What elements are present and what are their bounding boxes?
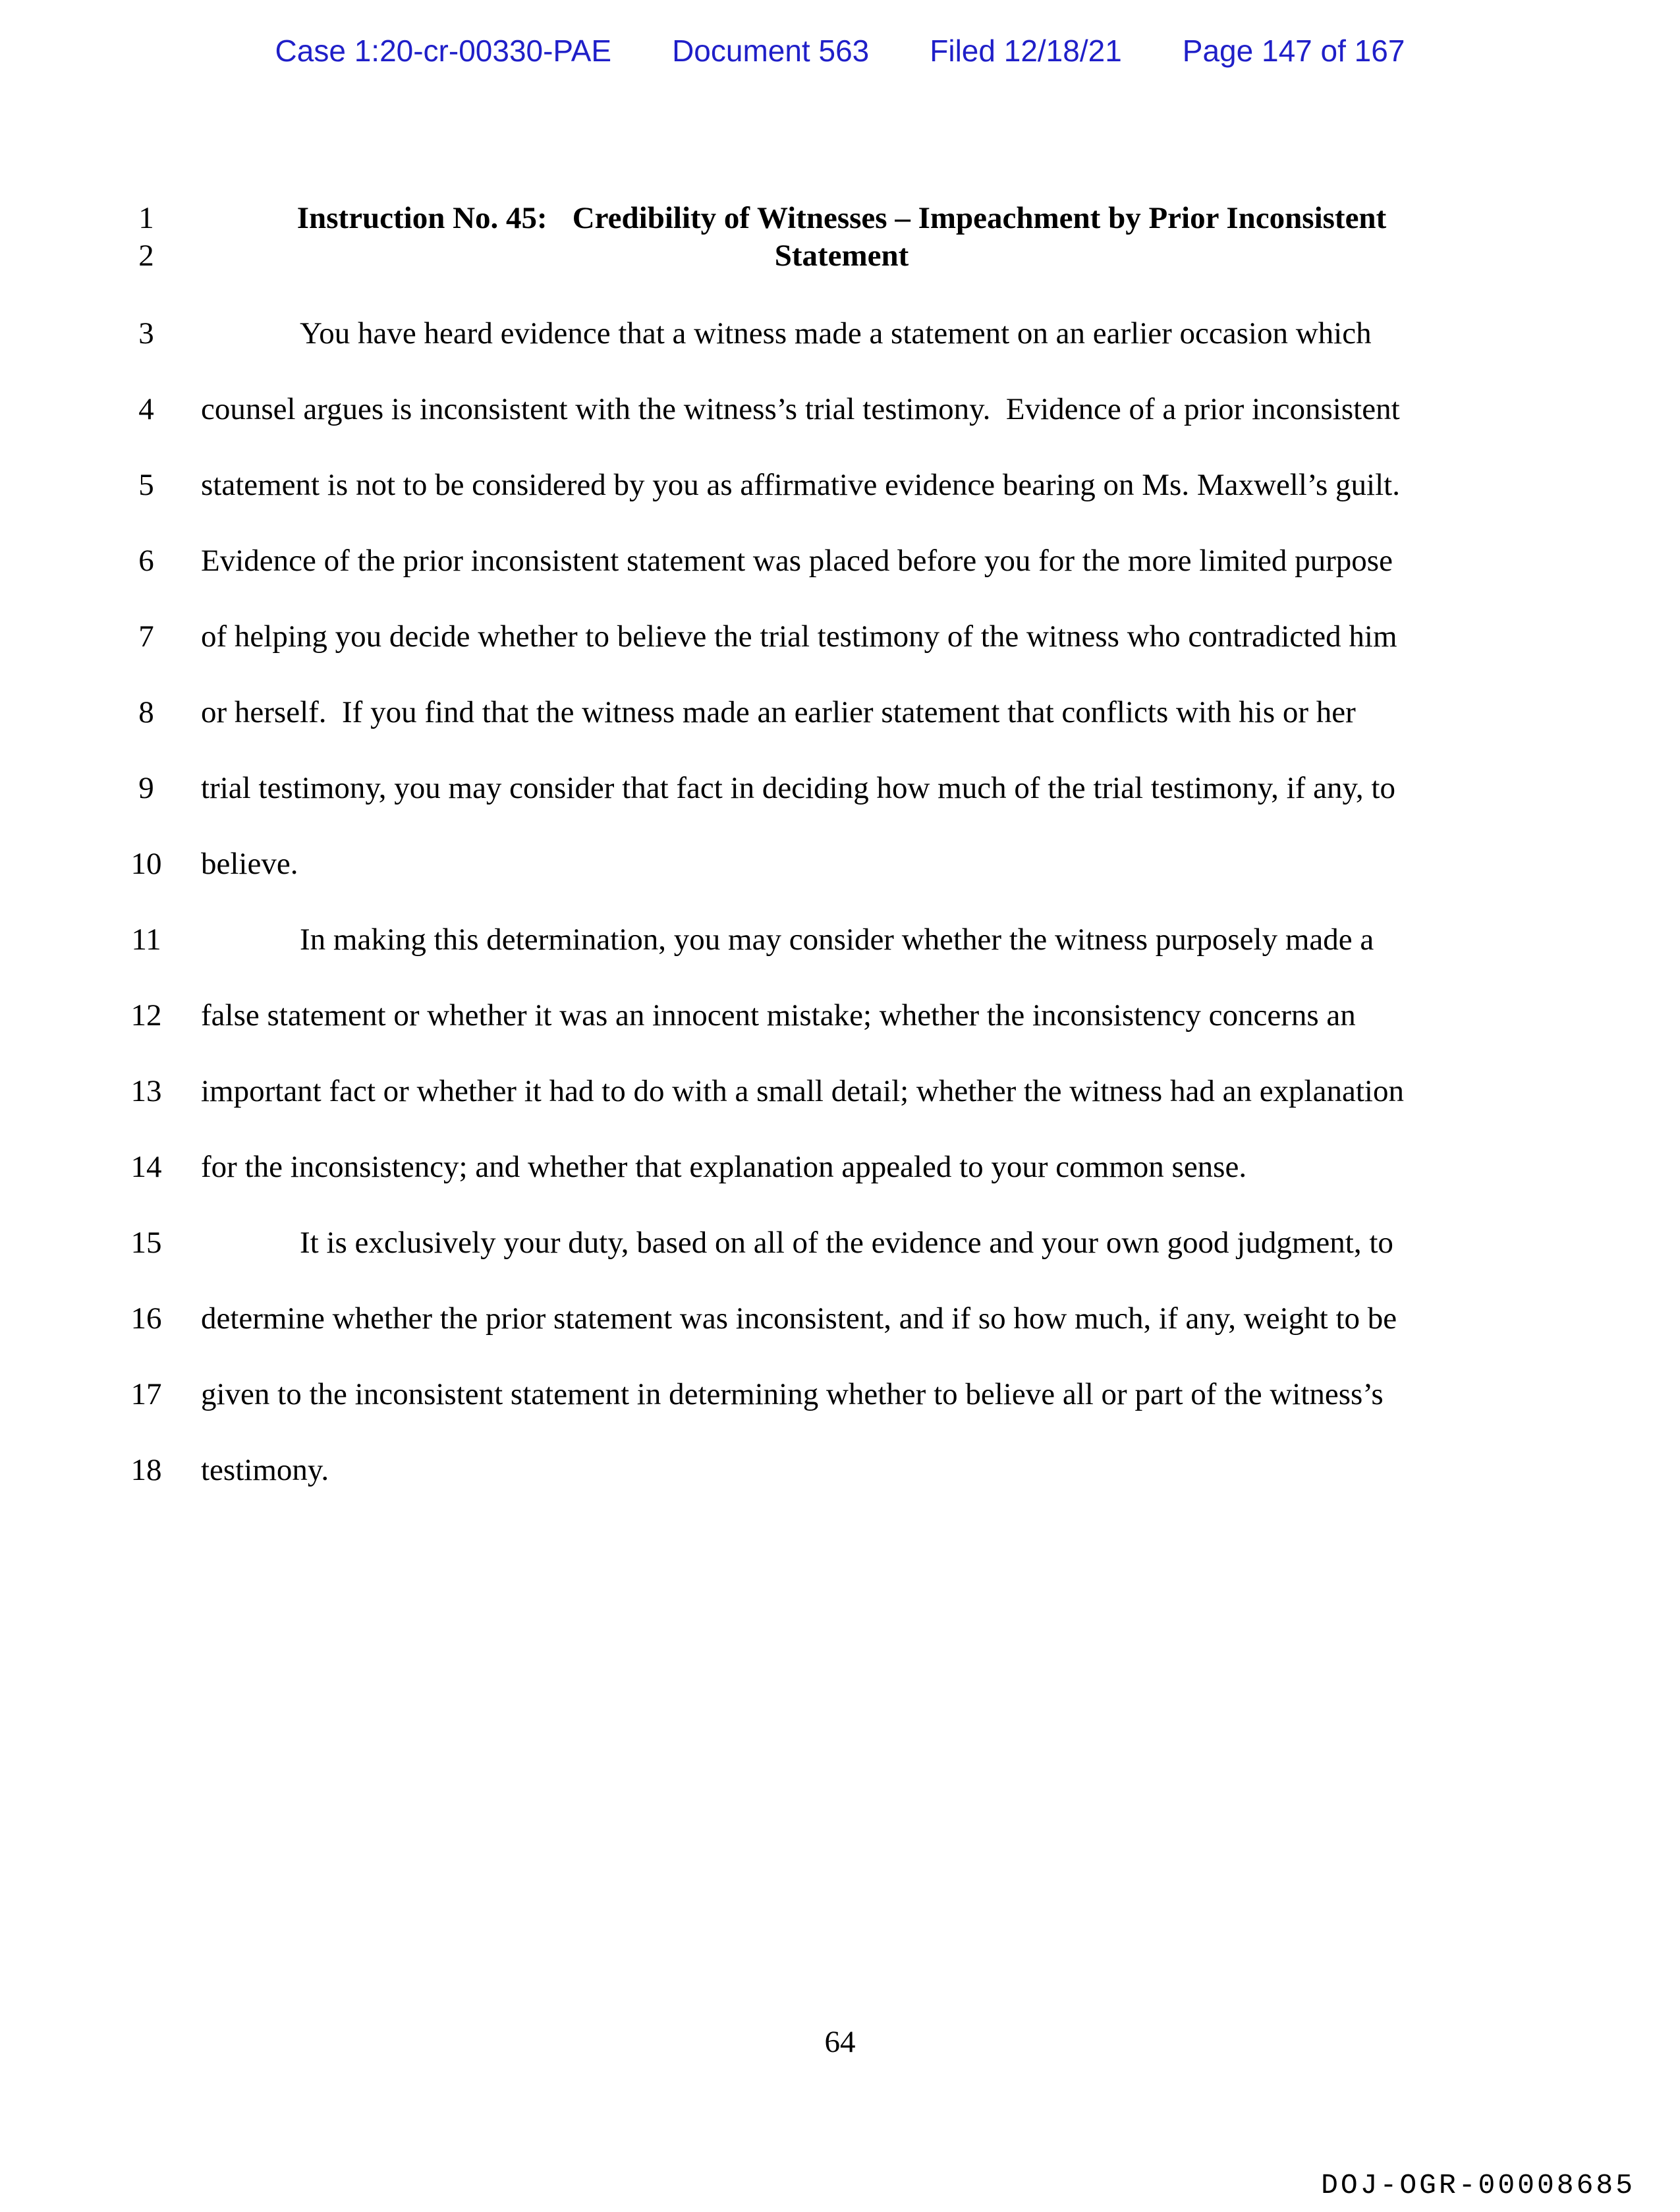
line-text: statement is not to be considered by you as affirmative evidence bearing on Ms. Maxwell’s guilt. [201, 468, 1400, 502]
line-text: false statement or whether it was an innocent mistake; whether the inconsistency concerns an [201, 998, 1356, 1033]
line-row [0, 695, 1680, 771]
line-text: It is exclusively your duty, based on all of the evidence and your own good judgment, to [300, 1226, 1393, 1260]
line-number: 7 [138, 619, 154, 654]
line-row [0, 468, 1680, 544]
line-text: Evidence of the prior inconsistent statement was placed before you for the more limited purpose [201, 544, 1393, 578]
instruction-title-line-1 [201, 201, 1482, 236]
line-number: 6 [138, 544, 154, 578]
line-number: 9 [138, 771, 154, 805]
line-text: of helping you decide whether to believe the trial testimony of the witness who contradicted him [201, 619, 1397, 654]
bates-stamp: DOJ-OGR-00008685 [1321, 2169, 1635, 2201]
instruction-title-line-2: Statement [774, 239, 909, 273]
line-text: important fact or whether it had to do with a small detail; whether the witness had an explanation [201, 1074, 1404, 1108]
page-number: 64 [824, 2025, 856, 2059]
line-row [0, 1074, 1680, 1150]
line-text: or herself. If you find that the witness made an earlier statement that conflicts with his or her [201, 695, 1356, 729]
line-text: believe. [201, 847, 298, 881]
line-number: 16 [130, 1301, 162, 1336]
line-number: 12 [130, 998, 162, 1033]
line-number: 11 [131, 922, 161, 957]
line-number: 14 [130, 1150, 162, 1184]
line-row [0, 619, 1680, 695]
line-row [0, 847, 1680, 922]
line-row [0, 922, 1680, 998]
stamp-page-count: Page 147 of 167 [1182, 34, 1405, 68]
line-text: In making this determination, you may consider whether the witness purposely made a [300, 922, 1374, 957]
line-row [0, 1301, 1680, 1377]
line-text: trial testimony, you may consider that fact in deciding how much of the trial testimony, if any, to [201, 771, 1395, 805]
line-row [0, 544, 1680, 619]
line-number: 5 [138, 468, 154, 502]
line-text: testimony. [201, 1453, 329, 1487]
stamp-case-number: Case 1:20-cr-00330-PAE [275, 34, 612, 68]
line-text: for the inconsistency; and whether that explanation appealed to your common sense. [201, 1150, 1247, 1184]
line-number: 18 [130, 1453, 162, 1487]
instruction-number-label: Instruction No. 45: [296, 201, 547, 235]
instruction-title-text: Credibility of Witnesses – Impeachment by Prior Inconsistent [572, 201, 1387, 235]
line-row [0, 316, 1680, 392]
line-number: 10 [130, 847, 162, 881]
line-number: 13 [130, 1074, 162, 1108]
line-row [0, 1226, 1680, 1301]
line-row [0, 998, 1680, 1074]
line-text: given to the inconsistent statement in determining whether to believe all or part of the witness’s [201, 1377, 1384, 1411]
line-row [0, 201, 1680, 239]
line-text: counsel argues is inconsistent with the witness’s trial testimony. Evidence of a prior inconsistent [201, 392, 1400, 426]
document-body [0, 201, 1680, 1529]
line-row [0, 1453, 1680, 1529]
line-row [0, 239, 1680, 316]
line-number: 1 [138, 201, 154, 235]
stamp-document-number: Document 563 [672, 34, 870, 68]
line-row [0, 1150, 1680, 1226]
line-number: 17 [130, 1377, 162, 1411]
line-number: 2 [138, 239, 154, 273]
line-number: 15 [130, 1226, 162, 1260]
line-row [0, 392, 1680, 468]
line-number: 3 [138, 316, 154, 351]
line-number: 8 [138, 695, 154, 729]
ecf-header-stamp [0, 34, 1680, 68]
line-row [0, 1377, 1680, 1453]
line-text: determine whether the prior statement was inconsistent, and if so how much, if any, weight to be [201, 1301, 1397, 1336]
line-text: You have heard evidence that a witness made a statement on an earlier occasion which [300, 316, 1372, 351]
body-lines [0, 316, 1680, 1529]
stamp-filed-date: Filed 12/18/21 [930, 34, 1122, 68]
line-number: 4 [138, 392, 154, 426]
line-row [0, 771, 1680, 847]
